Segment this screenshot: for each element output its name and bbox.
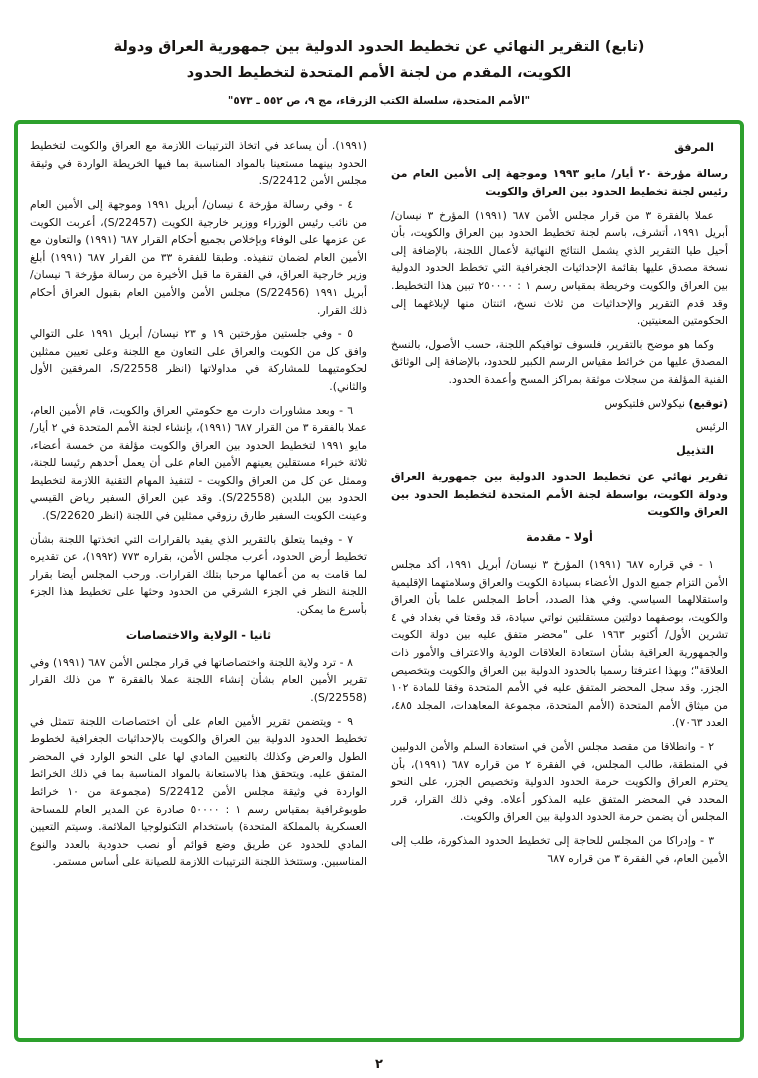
annex-heading: المرفق [674, 141, 714, 155]
paragraph: ٨ - ترد ولاية اللجنة واختصاصاتها في قرار مجلس الأمن ٦٨٧ (١٩٩١) وفي تقرير الأمين العام بشأن إنشاء اللجنة عملا بالفقرة ٣ من ذلك القرار (S/22558). [30, 655, 367, 705]
paragraph: عملا بالفقرة ٣ من قرار مجلس الأمن ٦٨٧ (١٩٩١) المؤرخ ٣ نيسان/ أبريل ١٩٩١، أتشرف، باسم لجنة تخطيط الحدود بين العراق والكويت، بأن أحيل طيا التقرير الذي يشمل النتائج النهائية لأعمال اللجنة، بالإضافة إلى نسخة مصدق عليها بقائمة الإحداثيات الجغرافية التي تخطط الحدود الدولية بين العراق والكويت وخريطة بمقياس رسم ١ : ٢٥٠٠٠٠ تبين هذا التخطيط. وقد قدم التقرير والإحداثيات من ثلاث نسخ، اثنتان منها لإبلاغهما إلى الحكومتين المعنيتين. [391, 208, 728, 328]
column-right [391, 137, 728, 1025]
paragraph: ٤ - وفي رسالة مؤرخة ٤ نيسان/ أبريل ١٩٩١ وموجهة إلى الأمين العام من نائب رئيس الوزراء ووزير خارجية الكويت (S/22457)، أعربت الكويت عن عزمها على الوفاء وبإخلاص بجميع أحكام القرار ٦٨٧ (١٩٩١) والتعاون مع الأمين العام لضمان تنفيذه. وطبقا للفقرة ٣٣ من القرار ٦٨٧ (١٩٩١) أبلغ وزير خارجية العراق، في الفقرة ما قبل الأخيرة من رسالة مؤرخة ٦ نيسان/ أبريل ١٩٩١ (S/22456) مجلس الأمن والأمين العام بقبول العراق أحكام ذلك القرار. [30, 197, 368, 317]
signature-line [391, 395, 728, 413]
section-heading-mandate: ثانيا - الولاية والاختصاصات [125, 628, 272, 642]
paragraph: ٢ - وانطلاقا من مقصد مجلس الأمن في استعادة السلم والأمن الدوليين في المنطقة، طالب المجلس، في الفقرة ٢ من قراره ٦٨٧ (١٩٩١)، بأن يحترم العراق والكويت حرمة الحدود الدولية وتخصيص الجزر، على النحو المحدد في المحضر المتفق عليه المذكور أعلاه. وفي ذلك القرار، قرر المجلس أن يضمن حرمة الحدود الدولية بين العراق والكويت. [391, 739, 728, 824]
letter-subject: رسالة مؤرخة ٢٠ أيار/ مايو ١٩٩٣ وموجهة إلى الأمين العام من رئيس لجنة تخطيط الحدود بين العراق والكويت [391, 167, 728, 199]
appendix-heading: التذييل [676, 443, 714, 457]
document-title-line-2: الكويت، المقدم من لجنة الأمم المتحدة لتخطيط الحدود [186, 65, 572, 82]
paragraph: ١ - في قراره ٦٨٧ (١٩٩١) المؤرخ ٣ نيسان/ أبريل ١٩٩١، أكد مجلس الأمن التزام جميع الدول الأعضاء بسيادة الكويت والعراق وسلامتهما الإقليمية واستقلالهما السياسي. وفي هذا الصدد، أحاط المجلس علما بأن العراق والكويت، بوصفهما دولتين مستقلتين نواتي سيادة، قد وقعتا في بغداد في ٤ تشرين الأول/ أكتوبر ١٩٦٣ على "محضر متفق عليه بين دولة الكويت والجمهورية العراقية بشأن استعادة العلاقات الودية والاعتراف والأمور ذات العلاقة"؛ وبهذا اعترفتا رسميا بالحدود الدولية بين العراق والكويت وبتخصيص الجزر. وقد سجل المحضر المتفق عليه في الأمم المتحدة وفقا للمادة ١٠٢ من ميثاق الأمم المتحدة (الأمم المتحدة، مجموعة المعاهدات، المجلد ٤٨٥، العدد ٧٠٦٣). [391, 558, 728, 730]
paragraph: ٣ - وإدراكا من المجلس للحاجة إلى تخطيط الحدود المذكورة، طلب إلى الأمين العام، في الفقرة ٣ من قراره ٦٨٧ [391, 833, 728, 865]
paragraph: ٥ - وفي جلستين مؤرختين ١٩ و ٢٣ نيسان/ أبريل ١٩٩١ على التوالي وافق كل من الكويت والعراق على التعاون مع اللجنة وعلى تعيين ممثلين لحكومتيهما للمشاركة في مداولاتها (انظر S/22558، المرفقين الأول والثاني). [30, 327, 367, 393]
source-citation: "الأمم المتحدة، سلسلة الكتب الزرقاء، مج ٩، ص ٥٥٢ ـ ٥٧٣" [227, 95, 531, 108]
signature-name: نيكولاس فلتيكوس [604, 396, 686, 410]
paragraph: وكما هو موضح بالتقرير، فلسوف توافيكم اللجنة، حسب الأصول، بالنسخ المصدق عليها من خرائط مقياس الرسم الكبير للحدود، بالإضافة إلى الوثائق الفنية المؤلفة من سجلات موثقة بمراكز المسح وأعمدة الحدود. [391, 337, 728, 386]
section-heading-introduction: أولا - مقدمة [526, 530, 593, 544]
signature-label: (توقيع) [688, 396, 728, 410]
document-title-line-1: (تابع) التقرير النهائي عن تخطيط الحدود الدولية بين جمهورية العراق ودولة [113, 39, 645, 55]
paragraph: ٧ - وفيما يتعلق بالتقرير الذي يفيد بالقرارات التي اتخذتها اللجنة بشأن تخطيط أرض الحدود، أعرب مجلس الأمن، بقراره ٧٧٣ (١٩٩٢)، عن تقديره لما قامت به من أعمالها مرحبا بتلك القرارات. ورحب المجلس أيضا بقرار اللجنة النظر في الجزء الشرقي من الحدود وحثها على تخطيط هذا الجزء بأسرع ما يمكن. [30, 532, 367, 617]
document-header [14, 34, 744, 107]
two-column-layout [30, 137, 728, 1025]
paragraph: ٦ - وبعد مشاورات دارت مع حكومتي العراق والكويت، قام الأمين العام، عملا بالفقرة ٣ من القرار ٦٨٧ (١٩٩١)، بإنشاء لجنة الأمم المتحدة في ٢ أيار/ مايو ١٩٩١ لتخطيط الحدود بين العراق والكويت مؤلفة من خمسة أعضاء، ثلاثة خبراء مستقلين يعينهم الأمين العام على أن يعمل أحدهم رئيسا للجنة، وممثل عن كل من العراق والكويت - لتنفيذ المهام التقنية اللازمة لتخطيط الحدود بين البلدين (S/22558). وقد عين العراق السفير رياض القيسي وعينت الكويت السفير طارق رزوقي ممثلين في اللجنة (انظر S/22620). [30, 403, 367, 523]
paragraph-continuation: (١٩٩١). أن يساعد في اتخاذ الترتيبات اللازمة مع العراق والكويت لتخطيط الحدود بينهما مستعينا بالمواد المناسبة بما فيها الخريطة الواردة في وثيقة مجلس الأمن S/22412. [30, 139, 367, 188]
page-number: ٢ [375, 1057, 383, 1072]
green-content-frame [14, 120, 744, 1042]
column-left [30, 137, 367, 1025]
paragraph: ٩ - ويتضمن تقرير الأمين العام على أن اختصاصات اللجنة تتمثل في تخطيط الحدود الدولية بين العراق والكويت بالإحداثيات الجغرافية لخطوط الطول والعرض وكذلك بالتعيين المادي لها على النحو الوارد في المحضر المتفق عليه. ويتحقق هذا بالاستعانة بالمواد المناسبة بما في ذلك الخرائط الواردة في وثيقة مجلس الأمن S/22412 (مجموعة من ١٠ خرائط طوبوغرافية بمقياس رسم ١ : ٥٠٠٠٠ صادرة عن المدير العام للمساحة العسكرية بالمملكة المتحدة) باستخدام التكنولوجيا الملائمة. وسيتم التعيين المادي للحدود عن طريق وضع قوائم أو نصب حدودية بالعدد والنوع المناسبين. وستتخذ اللجنة الترتيبات اللازمة للصيانة على أساس مستمر. [30, 714, 367, 869]
chairman-title: الرئيس [695, 420, 728, 434]
report-title: تقرير نهائي عن تخطيط الحدود الدولية بين جمهورية العراق ودولة الكويت، بواسطة لجنة الأمم المتحدة لتخطيط الحدود بين العراق والكويت [391, 470, 728, 519]
